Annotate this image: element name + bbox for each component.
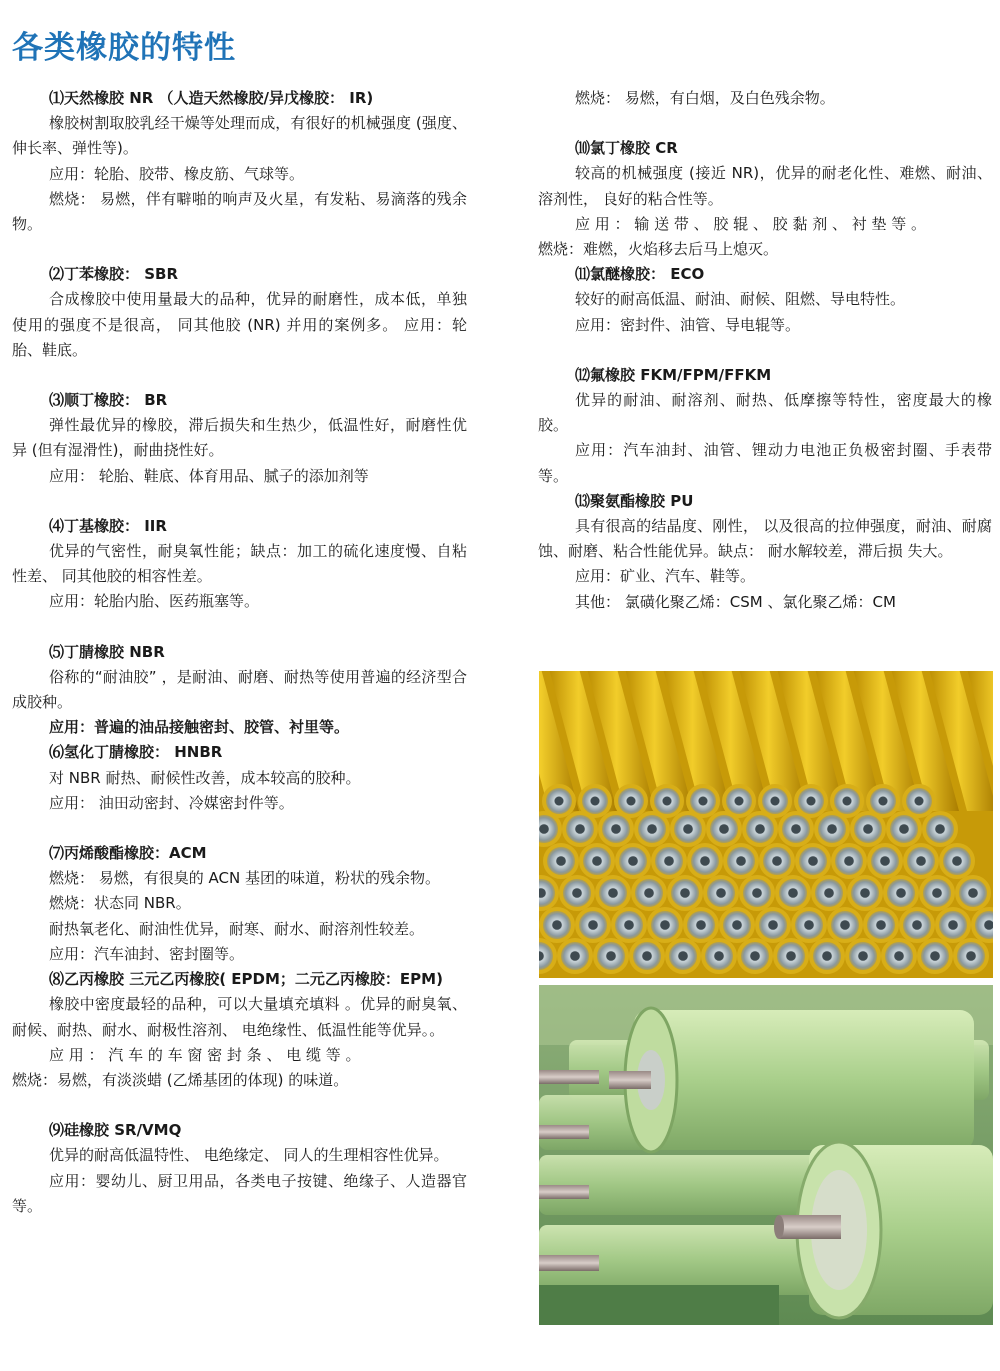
section-desc-epdm: 橡胶中密度最轻的品种，可以大量填充填料 。优异的耐臭氧、耐候、耐热、耐水、耐极性溶剂、 电绝缘性、低温性能等优异。。 <box>12 995 467 1039</box>
section-desc-nr: 橡胶树割取胶乳经干燥等处理而成，有很好的机械强度 (强度、伸长率、弹性等)。 <box>12 114 467 158</box>
section-desc-sbr: 合成橡胶中使用量最大的品种，优异的耐磨性，成本低，单独使用的强度不是很高， 同其他胶 (NR) 并用的案例多。 应用：轮胎、鞋底。 <box>12 290 467 359</box>
yellow-rollers-image <box>539 671 993 978</box>
section-heading-nbr: ⑸丁腈橡胶 NBR <box>49 642 165 661</box>
section-burn2-acm: 燃烧：状态同 NBR。 <box>49 894 191 913</box>
section-app-eco: 应用：密封件、油管、导电辊等。 <box>575 315 801 334</box>
section-heading-cr: ⑽氯丁橡胶 CR <box>575 139 678 158</box>
section-app-iir: 应用：轮胎内胎、医药瓶塞等。 <box>49 592 260 611</box>
section-heading-iir: ⑷丁基橡胶： IIR <box>49 516 167 535</box>
section-burn-cr: 燃烧：难燃，火焰移去后马上熄灭。 <box>538 240 779 259</box>
section-burn-nr: 燃烧： 易燃，伴有噼啪的响声及火星，有发粘、易滴落的残余物。 <box>12 189 467 234</box>
section-heading-nr: ⑴天然橡胶 NR （人造天然橡胶/异戊橡胶： IR) <box>49 89 374 107</box>
section-desc-fkm: 优异的耐油、耐溶剂、耐热、低摩擦等特性，密度最大的橡胶。 <box>538 391 992 435</box>
section-heading-hnbr: ⑹氢化丁腈橡胶： HNBR <box>49 743 223 762</box>
section-burn-acm: 燃烧： 易燃，有很臭的 ACN 基团的味道，粉状的残余物。 <box>49 869 440 888</box>
section-desc-eco: 较好的耐高低温、耐油、耐候、阻燃、导电特性。 <box>575 290 906 309</box>
page-title: 各类橡胶的特性 <box>12 30 236 66</box>
section-desc-hnbr: 对 NBR 耐热、耐候性改善，成本较高的胶种。 <box>49 768 361 787</box>
green-rollers-image <box>539 985 993 1325</box>
section-heading-br: ⑶顺丁橡胶： BR <box>49 391 168 410</box>
section-desc-acm: 耐热氧老化、耐油性优异，耐寒、耐水、耐溶剂性较差。 <box>49 919 425 938</box>
section-desc-sr: 优异的耐高低温特性、 电绝缘定、 同人的生理相容性优异。 <box>49 1146 449 1165</box>
section-heading-eco: ⑾氯醚橡胶： ECO <box>575 265 705 284</box>
section-app-pu: 应用：矿业、汽车、鞋等。 <box>575 567 756 586</box>
section-burn-epdm: 燃烧：易燃，有淡淡蜡 (乙烯基团的体现) 的味道。 <box>12 1070 349 1089</box>
section-heading-fkm: ⑿氟橡胶 FKM/FPM/FFKM <box>575 365 772 384</box>
section-app-nr: 应用：轮胎、胶带、橡皮筋、气球等。 <box>49 164 305 183</box>
section-app-br: 应用： 轮胎、鞋底、体育用品、腻子的添加剂等 <box>49 466 369 485</box>
section-app-cr: 应 用 ： 输 送 带 、 胶 辊 、 胶 黏 剂 、 衬 垫 等 。 <box>575 214 927 233</box>
section-desc-nbr: 俗称的“耐油胶” ，是耐油、耐磨、耐热等使用普遍的经济型合成胶种。 <box>12 667 467 712</box>
section-app-epdm: 应 用 ： 汽 车 的 车 窗 密 封 条 、 电 缆 等 。 <box>49 1045 361 1064</box>
section-heading-epdm: ⑻乙丙橡胶 三元乙丙橡胶( EPDM；二元乙丙橡胶：EPM) <box>49 970 443 989</box>
section-heading-sbr: ⑵丁苯橡胶： SBR <box>49 265 179 284</box>
section-heading-pu: ⒀聚氨酯橡胶 PU <box>575 491 694 510</box>
section-burn-sr: 燃烧： 易燃，有白烟，及白色残余物。 <box>575 89 835 107</box>
section-desc-cr: 较高的机械强度 (接近 NR)，优异的耐老化性、难燃、耐油、溶剂性， 良好的粘合性等。 <box>538 164 992 208</box>
yellow-rollers-photo <box>539 671 993 978</box>
section-desc-br: 弹性最优异的橡胶，滞后损失和生热少，低温性好，耐磨性优异 (但有湿滑性)，耐曲挠性好。 <box>12 416 467 460</box>
section-heading-sr: ⑼硅橡胶 SR/VMQ <box>49 1121 182 1140</box>
section-app-sr: 应用：婴幼儿、厨卫用品，各类电子按键、绝缘子、人造器官等。 <box>12 1171 467 1215</box>
section-desc-pu: 具有很高的结晶度、刚性， 以及很高的拉伸强度，耐油、耐腐蚀、耐磨、粘合性能优异。缺点： 耐水解较差，滞后损 失大。 <box>538 517 992 561</box>
section-heading-acm: ⑺丙烯酸酯橡胶：ACM <box>49 844 207 863</box>
right-column <box>538 86 992 615</box>
section-app-acm: 应用：汽车油封、密封圈等。 <box>49 944 245 963</box>
section-desc-iir: 优异的气密性，耐臭氧性能；缺点：加工的硫化速度慢、自粘性差、 同其他胶的相容性差。 <box>12 542 467 586</box>
green-rollers-photo <box>539 985 993 1325</box>
section-app-fkm: 应用：汽车油封、油管、锂动力电池正负极密封圈、手表带等。 <box>538 441 992 485</box>
section-app-hnbr: 应用： 油田动密封、冷媒密封件等。 <box>49 793 294 812</box>
section-other-pu: 其他： 氯磺化聚乙烯：CSM 、氯化聚乙烯：CM <box>575 592 896 611</box>
left-column <box>12 86 467 1219</box>
section-app-nbr: 应用：普遍的油品接触密封、胶管、衬里等。 <box>49 718 350 737</box>
